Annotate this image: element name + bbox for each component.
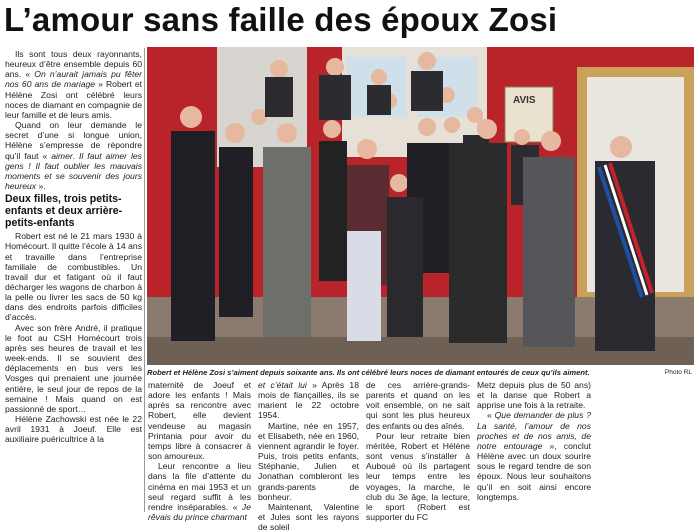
- col4-paragraph-1: de ces arrière-grands-parents et quand on les voit ensemble, on ne sait qui sont les plus heureux des enfants ou des aînés.: [366, 380, 470, 431]
- intro-column: [5, 49, 142, 512]
- caption-text: Robert et Hélène Zosi s’aiment depuis soixante ans. Ils ont célébré leurs noces de diamant entourés de ceux qu’ils aiment.: [147, 368, 590, 377]
- intro-paragraph-2: Quand on leur demande le secret d’une si longue union, Hélène s’empresse de répondre qu’il faut « aimer. Il faut aimer les gens ! Il faut oublier les mauvais moments et se souvenir des jours heureux ».: [5, 120, 142, 192]
- col3-paragraph-1: et c’était lui » Après 18 mois de fiançailles, ils se marient le 22 octobre 1954.: [258, 380, 359, 421]
- col4-paragraph-2: Pour leur retraite bien méritée, Robert et Hélène sont venus s’installer à Auboué où ils partagent leur temps entre les voyages, la marche, le club du 3e âge, la lecture, le sport (Robert est supporter du FC: [366, 430, 470, 523]
- col2-paragraph-2: Leur rencontre a lieu dans la file d’attente du cinéma en mai 1953 et un seul regard suffit à les rendre inséparables. « Je rêvais du prince charmant: [148, 461, 251, 523]
- col5-paragraph-1: Metz depuis plus de 50 ans) et la danse que Robert a apprise une fois à la retraite.: [477, 380, 591, 411]
- col5-paragraph-2: « Que demander de plus ? La santé, l’amour de nos proches et de nos amis, de notre entourage », conclut Hélène avec un doux sourire sous le regard tendre de son époux. Nous leur souhaitons qu’il en soit ainsi encore longtemps.: [477, 410, 592, 502]
- photo-caption: [147, 367, 694, 378]
- family-photo-illustration: [147, 47, 694, 365]
- body-column-4: [366, 380, 470, 523]
- body-column-5: [477, 380, 591, 512]
- column-divider: [144, 48, 145, 512]
- col3-paragraph-3: Maintenant, Valentine et Jules sont les rayons de soleil: [258, 501, 359, 532]
- notice-board-sign: AVIS: [513, 95, 536, 106]
- photo-credit: Photo RL: [664, 369, 692, 376]
- body-paragraph-birth: Robert est né le 21 mars 1930 à Homécourt. Il quitte l’école à 14 ans et travaille dans l’entreprise familiale de combustibles. Un travail dur et fatigant où il faut décharger les wagons de charbon à la pelle ou livrer les sacs de 50 kg dans des endroits parfois difficiles d’accès.: [5, 231, 142, 323]
- intro-paragraph-1: Ils sont tous deux rayonnants, heureux d’être ensemble depuis 60 ans. « On n’aurait jamais pu fêter nos 60 ans de mariage » Robert et Hélène Zosi ont célébré leurs noces de diamant en compagnie de leur famille et de leurs amis.: [5, 49, 142, 120]
- body-column-3: [258, 380, 359, 532]
- body-column-2: [148, 380, 251, 523]
- family-photo: [147, 47, 694, 365]
- col2-paragraph-1: maternité de Joeuf et adore les enfants ! Mais après sa rencontre avec Robert, elle devient vendeuse au magasin Printania pour avoir du temps libre à consacrer à son amoureux.: [148, 380, 251, 462]
- body-paragraph-foot: Avec son frère André, il pratique le foot au CSH Homécourt trois après ses heures de travail et les week-ends. Il se souvient des déplacements en bus vers les Vosges qui prenaient une journée entière, le seul jour de repos de la semaine ! Mais quand on est passionné de sport…: [5, 322, 142, 414]
- body-paragraph-helene: Hélène Zachowski est née le 22 avril 1931 à Joeuf. Elle est auxiliaire puéricultrice à la: [5, 414, 142, 445]
- col3-paragraph-2: Martine, née en 1957, et Elisabeth, née en 1960, viennent agrandir le foyer. Puis, trois petits enfants, Stéphanie, Julien et Jonathan combleront les grands-parents de bonheur.: [258, 420, 359, 502]
- headline: L’amour sans faille des époux Zosi: [4, 1, 558, 38]
- subhead: Deux filles, trois petits-enfants et deux arrière-petits-enfants: [5, 193, 123, 230]
